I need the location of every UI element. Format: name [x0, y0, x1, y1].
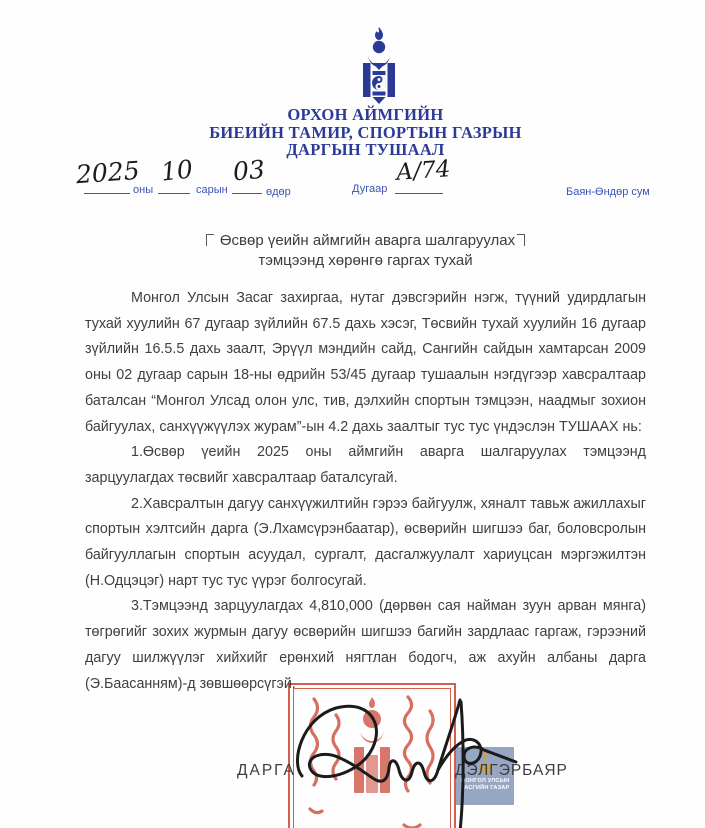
badge-text-line1: МОНГОЛ УЛСЫН [460, 778, 510, 784]
corner-mark-left [206, 234, 214, 246]
number-label: Дугаар [352, 183, 388, 195]
month-blank-line [158, 192, 190, 194]
day-label: өдөр [266, 186, 291, 198]
number-blank-line [395, 192, 443, 194]
org-name-line3: ДАРГЫН ТУШААЛ [286, 140, 445, 159]
order-item-1: 1.Өсвөр үеийн 2025 оны аймгийн аварга шалгаруулах тэмцээнд зарцуулагдах төсвийг хавсралтаар баталсугай. [85, 444, 646, 486]
order-body [85, 286, 646, 697]
date-year-handwritten: 2025 [75, 155, 141, 190]
soyombo-emblem-icon [349, 27, 409, 109]
position-label: ДАРГА [237, 762, 296, 779]
month-label: сарын [196, 184, 228, 196]
preamble-paragraph: Монгол Улсын Засаг захиргаа, нутаг дэвсгэрийн нэгж, түүний удирдлагын тухай хуулийн 67 дугаар зүйлийн 67.5 дахь хэсэг, Төсвийн тухай хуулийн 16 дугаар зүйлийн 16.5.5 дахь заалт, Эрүүл мэндийн сайд, Сангийн сайдын хамтарсан 2009 оны 02 дугаар сарын 18-ны өдрийн 53/45 дугаар тушаалын нэгдүгээр хавсралтаар баталсан “Монгол Улсад олон улс, тив, дэлхийн спортын тэмцээн, наадмыг зохион байгуулах, санхүүжүүлэх журам”-ын 4.2 дахь заалтыг тус тус үндэслэн ТУШААХ нь: [85, 290, 646, 435]
org-name-line1: ОРХОН АЙМГИЙН [287, 105, 444, 124]
corner-mark-right [517, 234, 525, 246]
year-label: оны [133, 184, 154, 196]
subject-line1: Өсвөр үеийн аймгийн аварга шалгаруулах [219, 232, 516, 249]
org-name-line2: БИЕИЙН ТАМИР, СПОРТЫН ГАЗРЫН [209, 122, 522, 142]
order-item-2: 2.Хавсралтын дагуу санхүүжилтийн гэрээ байгуулж, хяналт тавьж ажиллахыг спортын хэлтсийн дарга (Э.Лхамсүрэнбаатар), өсвөрийн шигшээ баг, боловсролын байгууллагын спортын асуудал, сургалт, дасгалжуулалт хариуцсан мэргэжилтэн (Н.Одцэцэг) нарт тус тус үүрэг болгосугай. [85, 495, 646, 589]
subject-title [85, 231, 646, 271]
date-month-handwritten: 10 [159, 154, 195, 187]
year-blank-line [84, 192, 130, 194]
date-day-handwritten: 03 [231, 154, 267, 187]
subject-line2: тэмцээнд хөрөнгө гаргах тухай [258, 252, 473, 269]
day-blank-line [232, 192, 262, 194]
number-handwritten: А/74 [395, 156, 452, 186]
order-item-3: 3.Тэмцээнд зарцуулагдах 4,810,000 (дөрвөн сая найман зуун арван мянга) төгрөгийг зохих журмын дагуу өсвөрийн шигшээ багийн зардлаас гаргаж, гэрээний дагуу шилжүүлэг хийхийг ерөнхий нягтлан бодогч, аж ахуйн албаны дарга (Э.Баасанням)-д зөвшөөрсүгэй. [85, 598, 646, 692]
location-label: Баян-Өндөр сум [566, 186, 650, 198]
signer-name: ДЭЛГЭРБАЯР [455, 762, 568, 779]
signature-ink [288, 692, 528, 828]
badge-text-line2: ЗАСГИЙН ГАЗАР [460, 785, 510, 791]
org-name [85, 106, 646, 159]
